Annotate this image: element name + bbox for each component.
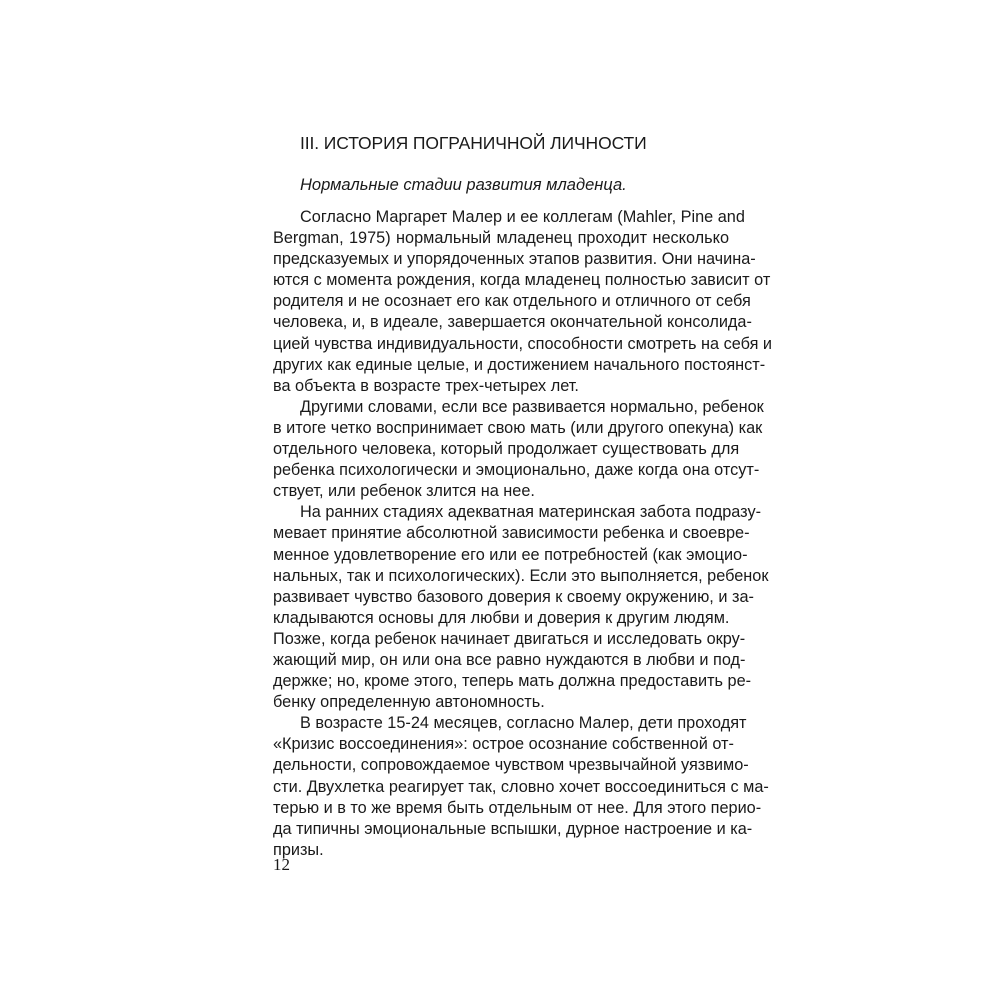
text-line: мевает принятие абсолютной зависимости ребенка и своевре- [273,524,750,543]
text-line: ва объекта в возрасте трех-четырех лет. [273,376,579,395]
text-line: в итоге четко воспринимает свою мать (или другого опекуна) как [273,418,763,437]
text-line: человека, и, в идеале, завершается окончательной консолида- [273,313,752,332]
text-line: родителя и не осознает его как отдельного и отличного от себя [273,292,751,311]
text-line: предсказуемых и упорядоченных этапов развития. Они начина- [273,250,756,269]
text-line: призы. [273,840,324,859]
text-line: развивает чувство базового доверия к своему окружению, и за- [273,587,754,606]
section-subtitle: Нормальные стадии развития младенца. [300,176,627,194]
text-line: Другими словами, если все развивается нормально, ребенок [300,397,764,416]
text-line: Bergman, 1975) нормальный младенец проходит несколько [273,229,729,248]
text-line: других как единые целые, и достижением начального постоянст- [273,355,766,374]
text-line: менное удовлетворение его или ее потребностей (как эмоцио- [273,545,748,564]
text-line: Согласно Маргарет Малер и ее коллегам (Mahler, Pine and [300,208,745,226]
text-line: отдельного человека, который продолжает существовать для [273,440,740,459]
text-line: ствует, или ребенок злится на нее. [273,482,535,501]
text-line: «Кризис воссоединения»: острое осознание собственной от- [273,735,734,754]
text-line: ребенка психологически и эмоционально, даже когда она отсут- [273,461,760,480]
body-text [273,207,773,861]
book-page [273,0,773,1000]
text-line: жающий мир, он или она все равно нуждаются в любви и под- [273,650,746,669]
text-line: дельности, сопровождаемое чувством чрезвычайной уязвимо- [273,756,749,775]
text-line: нальных, так и психологических). Если это выполняется, ребенок [273,566,769,585]
text-line: цией чувства индивидуальности, способности смотреть на себя и [273,334,773,353]
text-line: да типичны эмоциональные вспышки, дурное настроение и ка- [273,819,753,838]
chapter-title: III. ИСТОРИЯ ПОГРАНИЧНОЙ ЛИЧНОСТИ [300,133,647,153]
text-line: Позже, когда ребенок начинает двигаться и исследовать окру- [273,629,746,648]
text-line: держке; но, кроме этого, теперь мать должна предоставить ре- [273,672,752,691]
text-line: На ранних стадиях адекватная материнская забота подразу- [300,503,762,522]
text-line: кладываются основы для любви и доверия к другим людям. [273,608,730,627]
page-number: 12 [273,855,290,874]
text-line: ются с момента рождения, когда младенец полностью зависит от [273,271,771,290]
text-line: бенку определенную автономность. [273,693,545,712]
text-line: В возрасте 15-24 месяцев, согласно Малер, дети проходят [300,714,747,733]
text-line: сти. Двухлетка реагирует так, словно хочет воссоединиться с ма- [273,777,769,796]
text-line: терью и в то же время быть отдельным от нее. Для этого перио- [273,798,762,817]
